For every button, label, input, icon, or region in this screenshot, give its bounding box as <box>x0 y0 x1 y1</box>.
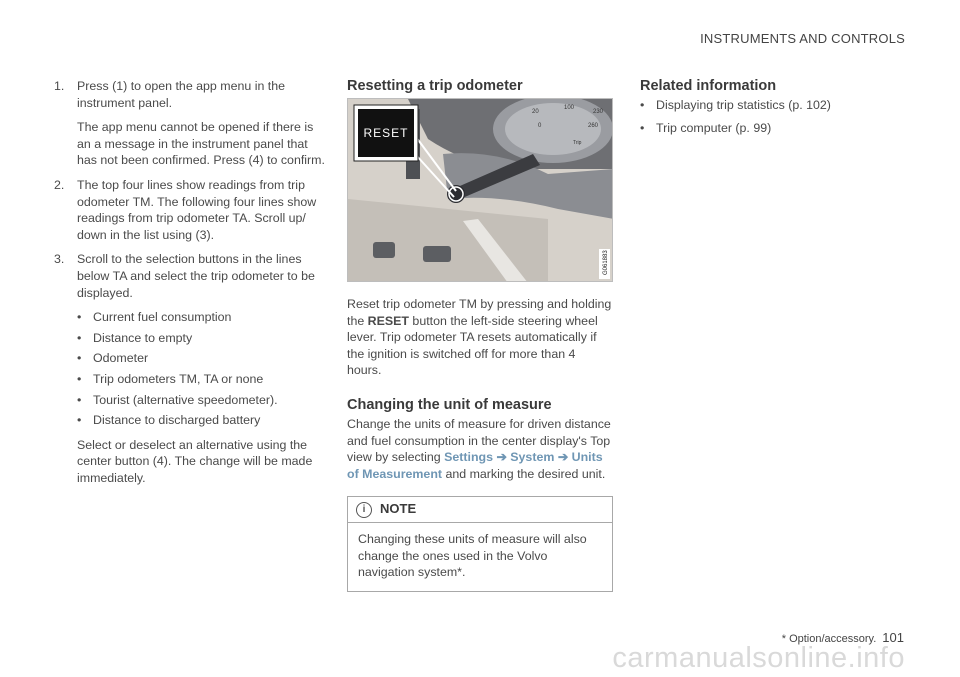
nav-settings: Settings <box>444 450 493 465</box>
reset-illustration <box>347 98 613 282</box>
list-item: • Odometer <box>77 350 326 367</box>
steering-lever-illustration <box>348 99 613 282</box>
figure-code: G061883 <box>603 250 609 275</box>
related-link[interactable]: • Displaying trip statistics (p. 102) <box>640 97 905 114</box>
nav-units: Units of Measurement <box>347 450 603 481</box>
step-2 <box>54 177 326 243</box>
heading-related: Related information <box>640 78 777 94</box>
note-text: Changing these units of measure will also change the ones used in the Volvo navigation system*. <box>358 531 587 580</box>
trip-label: Trip <box>573 140 582 146</box>
column-related <box>640 78 905 140</box>
section-header: INSTRUMENTS AND CONTROLS <box>700 31 905 46</box>
page-number: 101 <box>882 630 904 645</box>
column-instructions <box>54 78 326 486</box>
note-title: NOTE <box>380 501 417 517</box>
closing-text: Select or deselect an alternative using the center button (4). The change will be made immediately. <box>77 437 313 485</box>
step-text: Press (1) to open the app menu in the instrument panel. <box>77 79 286 110</box>
units-description: Change the units of measure for driven distance and fuel consumption in the center display's Top view by selecting Settings ➔ System ➔ Units of Measurement and marking the desired unit. <box>347 416 611 481</box>
list-item: • Distance to empty <box>77 330 326 347</box>
list-item: • Current fuel consumption <box>77 309 326 326</box>
info-icon: i <box>356 502 372 518</box>
column-reset <box>347 78 613 592</box>
heading-units: Changing the unit of measure <box>347 396 552 413</box>
gauge-tick: 0 <box>538 123 542 129</box>
gauge-tick: 100 <box>564 105 575 111</box>
reset-label: RESET <box>363 126 409 140</box>
arrow-icon: ➔ <box>554 450 572 465</box>
note-header <box>348 497 612 523</box>
step-number: 1. <box>54 79 65 93</box>
step-text: The top four lines show readings from trip odometer TM. The following four lines show readings from trip odometer TA. Scroll up/ down in the list using (3). <box>77 177 317 242</box>
watermark: carmanualsonline.info <box>612 642 905 674</box>
gauge-tick: 260 <box>588 123 599 129</box>
arrow-icon: ➔ <box>493 450 511 465</box>
related-link[interactable]: • Trip computer (p. 99) <box>640 120 905 137</box>
list-item: • Tourist (alternative speedometer). <box>77 392 326 409</box>
step-1 <box>54 78 326 169</box>
list-item: • Trip odometers TM, TA or none <box>77 371 326 388</box>
step-text: Scroll to the selection buttons in the lines below TA and select the trip odometer to be displayed. <box>77 252 315 300</box>
list-item: • Distance to discharged battery <box>77 412 326 429</box>
heading-reset: Resetting a trip odometer <box>347 78 523 94</box>
gauge-tick: 230 <box>593 109 604 115</box>
reset-description: Reset trip odometer TM by pressing and holding the RESET button the left-side steering wheel lever. Trip odometer TA resets automatically if the ignition is switched off for more than 4 hours. <box>347 297 612 378</box>
step-subtext: The app menu cannot be opened if there is an a message in the instrument panel that has not been confirmed. Press (4) to confirm. <box>77 120 325 168</box>
nav-system: System <box>510 450 555 465</box>
reset-keyword: RESET <box>367 313 409 328</box>
step-3 <box>54 251 326 428</box>
note-box <box>347 496 613 591</box>
gauge-tick: 20 <box>532 109 539 115</box>
option-note: * Option/accessory. <box>781 633 877 645</box>
step-number: 3. <box>54 252 65 267</box>
step-number: 2. <box>54 177 65 192</box>
